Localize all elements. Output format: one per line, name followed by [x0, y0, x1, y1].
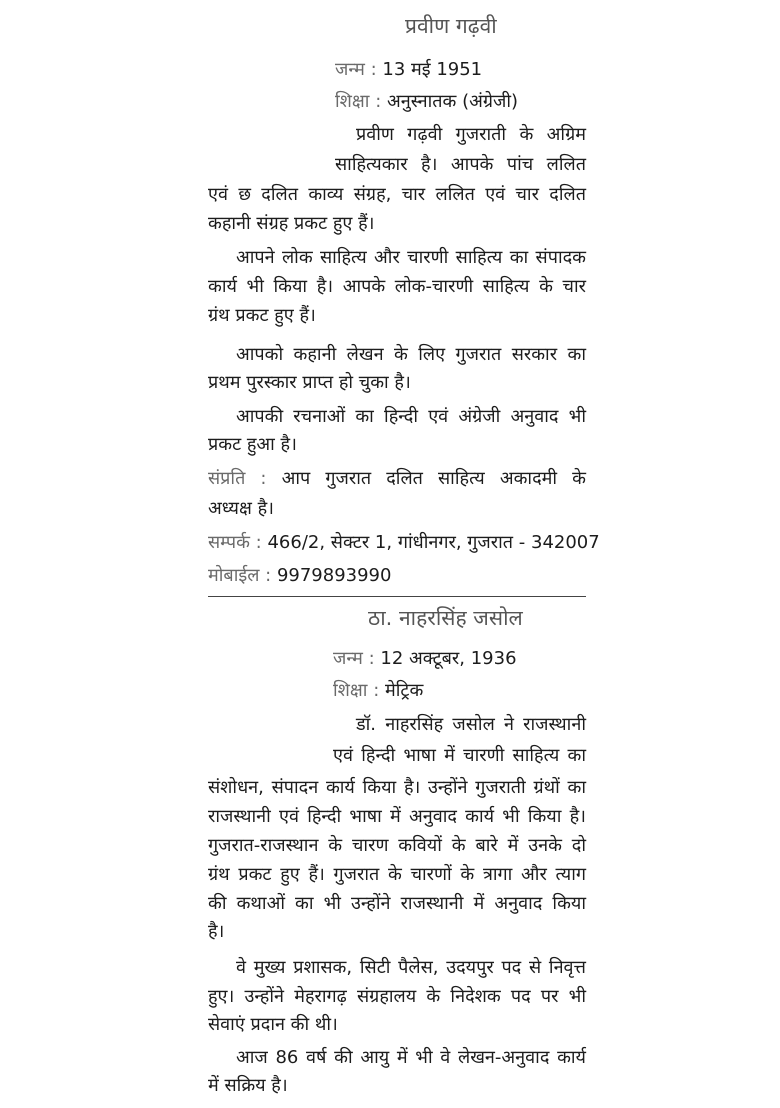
birth-label: जन्म :	[333, 648, 375, 669]
bio-line: राजस्थानी एवं हिन्दी भाषा में अनुवाद कार्य भी किया है।	[208, 806, 586, 827]
contact-label: सम्पर्क :	[208, 532, 262, 553]
bio-line: ग्रंथ प्रकट हुए हैं। गुजरात के चारणों के त्रागा और त्याग	[208, 864, 586, 885]
bio-line: गुजरात-राजस्थान के चारण कवियों के बारे में उनके दो	[208, 835, 586, 856]
section-divider	[208, 596, 586, 597]
bio-line: हुए। उन्होंने मेहरागढ़ संग्रहालय के निदेशक पद पर भी	[208, 986, 586, 1007]
bio-line: प्रवीण गढ़वी गुजराती के अग्रिम	[356, 124, 586, 145]
bio-line: आपकी रचनाओं का हिन्दी एवं अंग्रेजी अनुवाद भी	[236, 406, 586, 427]
bio-line: प्रथम पुरस्कार प्राप्त हो चुका है।	[208, 372, 411, 393]
entry-name: प्रवीण गढ़वी	[405, 14, 497, 38]
position-line: अध्यक्ष है।	[208, 498, 274, 519]
bio-line: वे मुख्य प्रशासक, सिटी पैलेस, उदयपुर पद से निवृत्त	[236, 957, 586, 978]
bio-line: ग्रंथ प्रकट हुए हैं।	[208, 305, 316, 326]
bio-line: की कथाओं का भी उन्होंने राजस्थानी में अनुवाद किया	[208, 893, 586, 914]
birth-value: 13 मई 1951	[382, 59, 483, 80]
education-value: अनुस्नातक (अंग्रेजी)	[387, 91, 519, 112]
bio-line: आपको कहानी लेखन के लिए गुजरात सरकार का	[236, 344, 586, 365]
mobile-row	[208, 564, 391, 588]
bio-line: सेवाएं प्रदान की थी।	[208, 1014, 338, 1035]
bio-line: आज 86 वर्ष की आयु में भी वे लेखन-अनुवाद कार्य	[236, 1047, 586, 1068]
position-value: आप गुजरात दलित साहित्य अकादमी के	[281, 468, 586, 489]
education-value: मेट्रिक	[385, 680, 424, 701]
bio-line: डॉ. नाहरसिंह जसोल ने राजस्थानी	[356, 714, 586, 735]
position-row	[208, 467, 586, 491]
birth-label: जन्म :	[335, 59, 377, 80]
mobile-value: 9979893990	[276, 565, 392, 586]
birth-value: 12 अक्टूबर, 1936	[380, 648, 517, 669]
birth-row	[333, 647, 517, 671]
bio-line: कहानी संग्रह प्रकट हुए हैं।	[208, 213, 375, 234]
bio-line: संशोधन, संपादन कार्य किया है। उन्होंने गुजराती ग्रंथों का	[208, 777, 586, 798]
contact-row	[208, 531, 600, 555]
entry-name: ठा. नाहरसिंह जसोल	[368, 606, 523, 630]
mobile-label: मोबाईल :	[208, 565, 272, 586]
bio-line: एवं छ दलित काव्य संग्रह, चार ललित एवं चार दलित	[208, 184, 586, 205]
birth-row	[335, 58, 482, 82]
position-label: संप्रति :	[208, 468, 267, 489]
education-row	[333, 679, 423, 703]
bio-line: आपने लोक साहित्य और चारणी साहित्य का संपादक	[236, 247, 586, 268]
education-label: शिक्षा :	[333, 680, 380, 701]
bio-line: प्रकट हुआ है।	[208, 434, 297, 455]
bio-line: एवं हिन्दी भाषा में चारणी साहित्य का	[333, 745, 586, 766]
education-row	[335, 90, 518, 114]
bio-line: साहित्यकार है। आपके पांच ललित	[335, 154, 586, 175]
education-label: शिक्षा :	[335, 91, 382, 112]
bio-line: है।	[208, 921, 225, 942]
bio-line: कार्य भी किया है। आपके लोक-चारणी साहित्य के चार	[208, 276, 586, 297]
contact-value: 466/2, सेक्टर 1, गांधीनगर, गुजरात - 342007	[267, 532, 600, 553]
bio-line: में सक्रिय है।	[208, 1075, 288, 1096]
